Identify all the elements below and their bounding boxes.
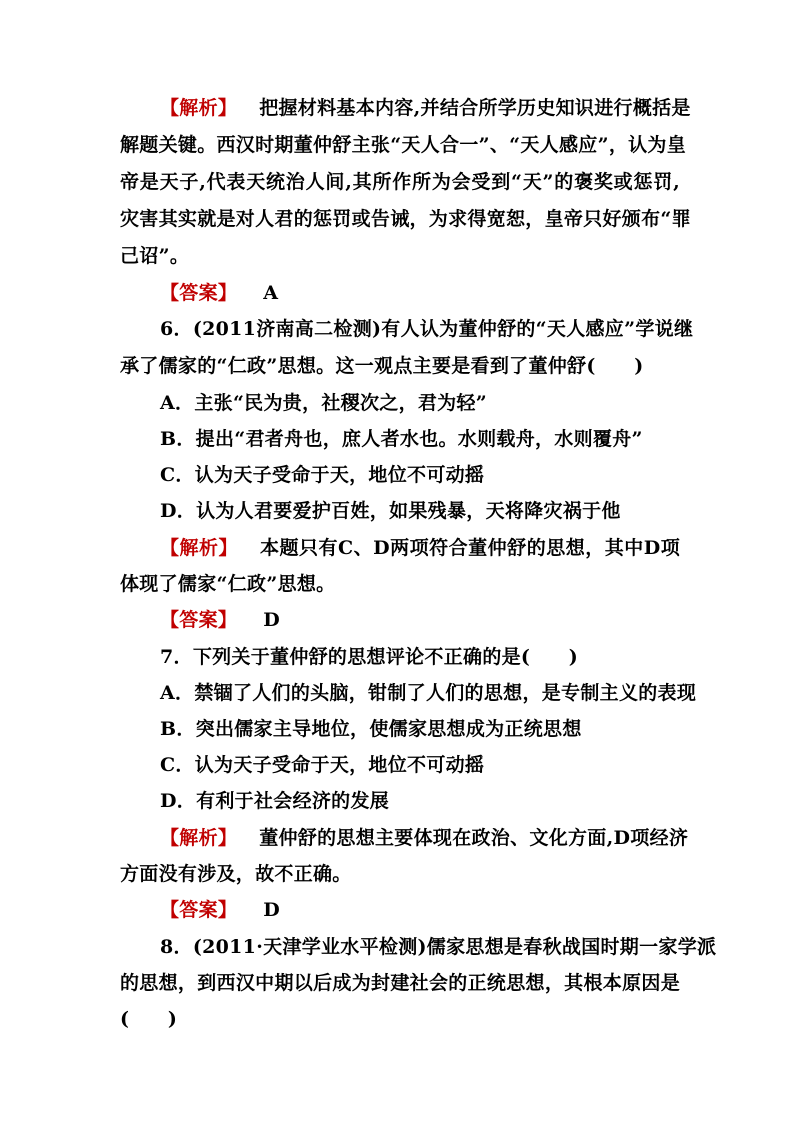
answer-value: D: [263, 899, 280, 921]
analysis-line: [160, 825, 689, 851]
option-b: B．提出“君者舟也，庶人者水也。水则载舟，水则覆舟”: [160, 428, 643, 450]
answer-line: [160, 280, 680, 306]
option-d: D．认为人君要爱护百姓，如果残暴，天将降灾祸于他: [160, 500, 621, 522]
option-a: A．主张“民为贵，社稷次之，君为轻”: [160, 392, 487, 414]
analysis-line: 帝是天子,代表天统治人间,其所作所为会受到“天”的褒奖或惩罚,: [120, 171, 680, 193]
analysis-line: 解题关键。西汉时期董仲舒主张“天人合一”、“天人感应”，认为皇: [120, 134, 687, 156]
option-b: B．突出儒家主导地位，使儒家思想成为正统思想: [160, 718, 582, 740]
option-d: D．有利于社会经济的发展: [160, 790, 390, 812]
analysis-line: [160, 95, 691, 121]
question-stem: 6．(2011济南高二检测)有人认为董仲舒的“天人感应”学说继: [160, 318, 694, 340]
analysis-line: [160, 535, 680, 561]
option-c: C．认为天子受命于天，地位不可动摇: [160, 464, 485, 486]
question-stem: 8．(2011·天津学业水平检测)儒家思想是春秋战国时期一家学派: [160, 936, 717, 958]
answer-value: D: [263, 609, 280, 631]
option-c: C．认为天子受命于天，地位不可动摇: [160, 754, 485, 776]
answer-label: 【答案】: [160, 282, 238, 304]
question-stem: 承了儒家的“仁政”思想。这一观点主要是看到了董仲舒( ): [120, 355, 644, 377]
answer-label: 【答案】: [160, 609, 238, 631]
question-stem: 7．下列关于董仲舒的思想评论不正确的是( ): [160, 646, 579, 668]
question-stem: 的思想，到西汉中期以后成为封建社会的正统思想，其根本原因是: [120, 972, 680, 994]
question-stem: ( ): [120, 1008, 178, 1030]
answer-line: [160, 607, 680, 633]
answer-line: [160, 897, 680, 923]
analysis-label: 【解析】: [160, 827, 238, 849]
analysis-text: 董仲舒的思想主要体现在政治、文化方面,D项经济: [259, 827, 689, 849]
answer-value: A: [263, 282, 279, 304]
analysis-label: 【解析】: [160, 97, 238, 119]
analysis-line: 方面没有涉及，故不正确。: [120, 863, 352, 885]
analysis-label: 【解析】: [160, 537, 239, 559]
analysis-line: 己诏”。: [120, 245, 190, 267]
option-a: A．禁锢了人们的头脑，钳制了人们的思想，是专制主义的表现: [160, 682, 697, 704]
answer-label: 【答案】: [160, 899, 238, 921]
analysis-line: 体现了儒家“仁政”思想。: [120, 573, 336, 595]
analysis-line: 灾害其实就是对人君的惩罚或告诫，为求得宽恕，皇帝只好颁布“罪: [120, 208, 691, 230]
analysis-text: 本题只有C、D两项符合董仲舒的思想，其中D项: [260, 537, 680, 559]
analysis-text: 把握材料基本内容,并结合所学历史知识进行概括是: [259, 97, 691, 119]
